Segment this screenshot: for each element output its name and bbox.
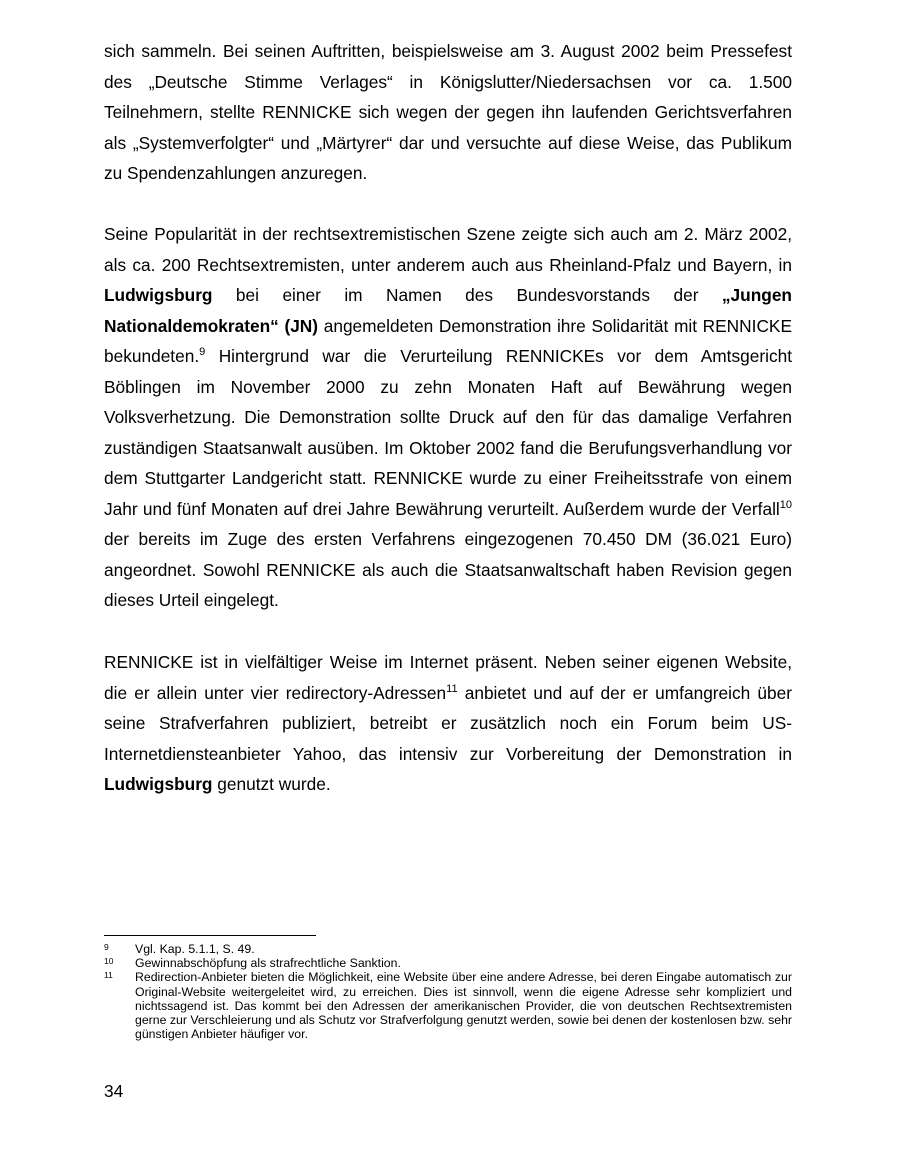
footnote-reference: 11 (446, 682, 458, 695)
paragraph-text: anbietet und auf der er umfangreich über seine Strafverfahren publiziert, betreibt er zusätzlich noch ein Forum beim US-Internetdiensteanbieter Yahoo, das intensiv zur Vorbereitung der Demonstration in (104, 682, 792, 764)
footnote (104, 942, 792, 956)
footnote-number: 10 (104, 956, 114, 967)
paragraph-text: bei einer im Namen des Bundesvorstands der (212, 285, 722, 305)
body-paragraph-2 (104, 219, 792, 616)
page-number: 34 (104, 1081, 124, 1101)
footnote-text: Gewinnabschöpfung als strafrechtliche Sanktion. (135, 956, 401, 971)
bold-place-name: Ludwigsburg (104, 285, 213, 305)
paragraph-text: Seine Popularität in der rechtsextremistischen Szene zeigte sich auch am 2. März 2002, als ca. 200 Rechtsextremisten, unter anderem auch aus Rheinland-Pfalz und Bayern, in (104, 224, 792, 275)
footnote-reference: 10 (779, 498, 792, 511)
body-paragraph-1: sich sammeln. Bei seinen Auftritten, beispielsweise am 3. August 2002 beim Pressefest des „Deutsche Stimme Verlages“ in Königslutter/Niedersachsen vor ca. 1.500 Teilnehmern, stellte RENNICKE sich wegen der gegen ihn laufenden Gerichtsverfahren als „Systemverfolgter“ und „Märtyrer“ dar und versuchte auf diese Weise, das Publikum zu Spendenzahlungen anzuregen. (104, 41, 792, 183)
footnote-number: 11 (104, 970, 113, 981)
footnote-text: Redirection-Anbieter bieten die Möglichkeit, eine Website über eine andere Adresse, bei deren Eingabe automatisch zur Original-Website weitergeleitet wird, zu erreichen. Dies ist sinnvoll, wenn die eigene Adresse sehr kompliziert und nichtssagend ist. Das kommt bei den Adressen der amerikanischen Provider, die von deutschen Rechtsextremisten gerne zur Verschleierung und als Schutz vor Strafverfolgung genutzt werden, sowie bei denen der kostenlosen bzw. sehr günstigen Anbieter häufiger vor. (135, 970, 792, 1042)
footnote-number: 9 (104, 942, 109, 952)
paragraph-text: der bereits im Zuge des ersten Verfahrens eingezogenen 70.450 DM (36.021 Euro) angeordnet. Sowohl RENNICKE als auch die Staatsanwaltschaft haben Revision gegen dieses Urteil eingelegt. (104, 529, 792, 610)
footnote-reference: 9 (199, 346, 206, 359)
footnote-text: Vgl. Kap. 5.1.1, S. 49. (135, 942, 255, 956)
bold-place-name: Ludwigsburg (104, 774, 213, 794)
bold-organization-name: „Jungen Nationaldemokraten“ (JN) (104, 285, 792, 336)
body-paragraph-3 (104, 647, 792, 800)
footnotes (104, 942, 792, 1041)
paragraph-text: genutzt wurde. (212, 774, 331, 794)
footnote (104, 956, 792, 970)
paragraph-text: Hintergrund war die Verurteilung RENNICKEs vor dem Amtsgericht Böblingen im November 2000 zu zehn Monaten Haft auf Bewährung wegen Volksverhetzung. Die Demonstration sollte Druck auf den für das damalige Verfahren zuständigen Staatsanwalt ausüben. Im Oktober 2002 fand die Berufungsverhandlung vor dem Stuttgarter Landgericht statt. RENNICKE wurde zu einer Freiheitsstrafe von einem Jahr und fünf Monaten auf drei Jahre Bewährung verurteilt. Außerdem wurde der Verfall (104, 346, 792, 519)
paragraph-text: RENNICKE ist in vielfältiger Weise im Internet präsent. Neben seiner eigenen Website, die er allein unter vier redirectory-Adressen (104, 652, 792, 703)
paragraph-text: angemeldeten Demonstration ihre Solidarität mit RENNICKE bekundeten. (104, 315, 792, 366)
footnote-separator (104, 935, 316, 936)
footnote (104, 970, 792, 1041)
